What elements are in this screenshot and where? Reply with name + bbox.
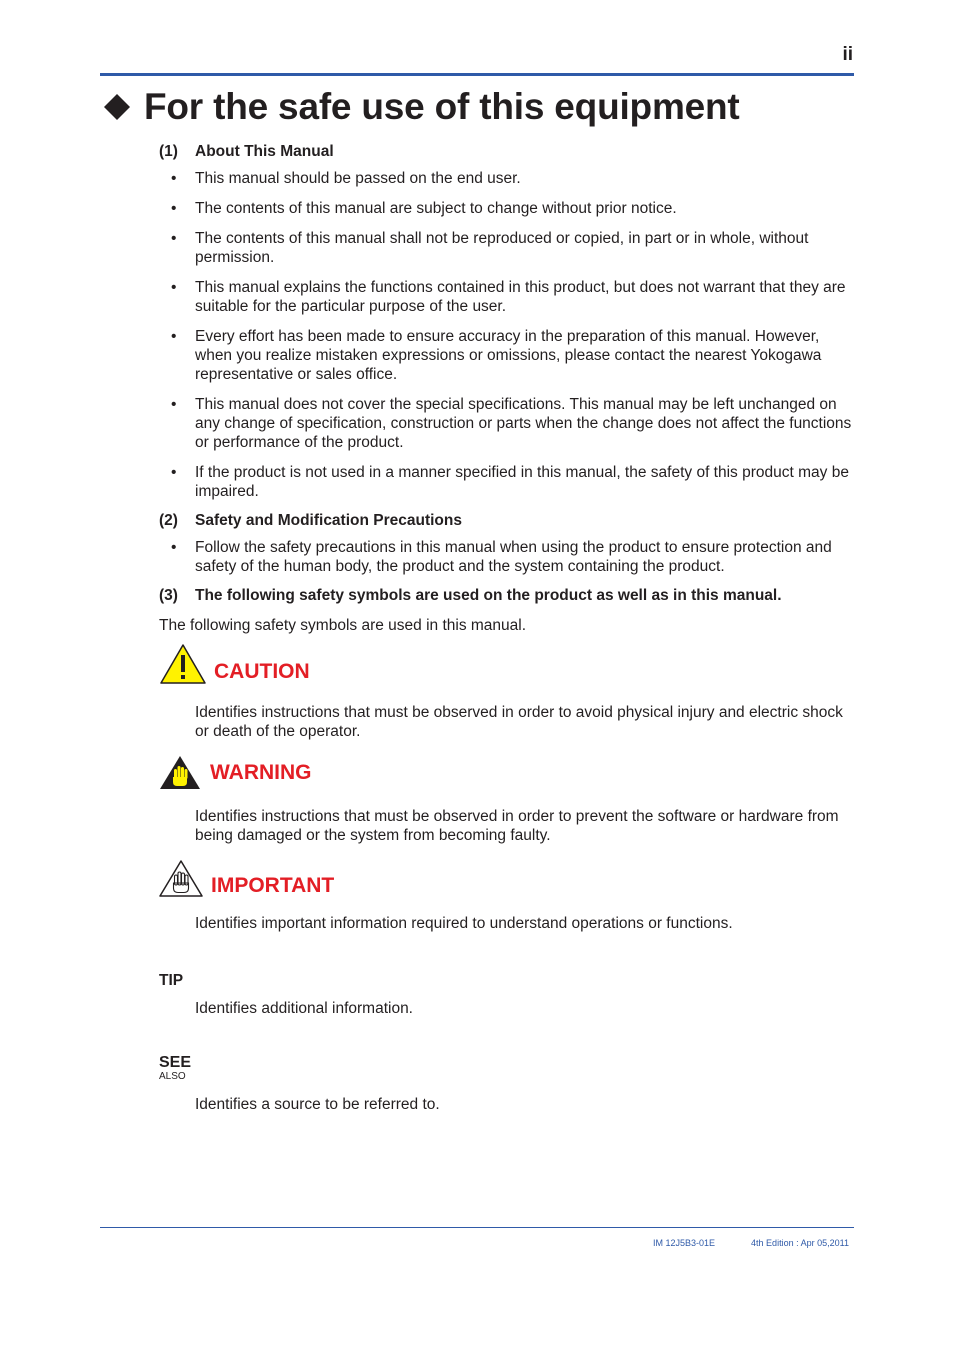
caution-label: CAUTION bbox=[214, 660, 310, 683]
header-rule bbox=[100, 73, 854, 76]
diamond-bullet-icon bbox=[104, 94, 130, 120]
page-title bbox=[104, 86, 740, 128]
section-heading-2 bbox=[159, 511, 859, 530]
section-title: Safety and Modification Precautions bbox=[195, 512, 462, 529]
list-item: • Every effort has been made to ensure accuracy in the preparation of this manual. However, when you realize mistaken expressions or omissions, please contact the nearest Yokogawa representative or sales office. bbox=[159, 327, 859, 384]
list-item: • This manual explains the functions contained in this product, but does not warrant that they are suitable for the particular purpose of the user. bbox=[159, 278, 859, 316]
about-manual-list bbox=[159, 169, 859, 501]
safety-precautions-list bbox=[159, 538, 859, 576]
list-item: • This manual does not cover the special specifications. This manual may be left unchanged on any change of specification, construction or parts when the change does not affect the functions or performance of the product. bbox=[159, 395, 859, 452]
see-also-label bbox=[159, 1055, 191, 1082]
section-number: (2) bbox=[159, 512, 178, 529]
main-content bbox=[159, 142, 859, 635]
important-symbol bbox=[159, 860, 334, 898]
see-also-main: SEE bbox=[159, 1054, 192, 1071]
important-hand-icon bbox=[159, 860, 203, 898]
warning-hand-icon bbox=[159, 755, 201, 791]
tip-description: Identifies additional information. bbox=[195, 1000, 413, 1017]
footer-rule bbox=[100, 1227, 854, 1228]
footer bbox=[653, 1238, 849, 1248]
caution-description: Identifies instructions that must be observed in order to avoid physical injury and electric shock or death of the operator. bbox=[195, 704, 843, 740]
list-item: • If the product is not used in a manner specified in this manual, the safety of this product may be impaired. bbox=[159, 463, 859, 501]
warning-symbol bbox=[159, 755, 312, 791]
edition-date: 4th Edition : Apr 05,2011 bbox=[751, 1238, 849, 1248]
important-label: IMPORTANT bbox=[211, 874, 335, 897]
warning-description: Identifies instructions that must be observed in order to prevent the software or hardware from being damaged or the system from becoming faulty. bbox=[195, 808, 839, 844]
page-title-text: For the safe use of this equipment bbox=[144, 86, 740, 127]
section-number: (3) bbox=[159, 587, 178, 604]
see-also-description: Identifies a source to be referred to. bbox=[195, 1096, 440, 1113]
list-item: • The contents of this manual shall not be reproduced or copied, in part or in whole, without permission. bbox=[159, 229, 859, 267]
doc-id: IM 12J5B3-01E bbox=[653, 1238, 716, 1248]
warning-label: WARNING bbox=[210, 761, 312, 784]
page-number: ii bbox=[842, 44, 853, 65]
list-item: • The contents of this manual are subject to change without prior notice. bbox=[159, 199, 859, 218]
section-heading-1 bbox=[159, 142, 859, 161]
see-also-sub: ALSO bbox=[159, 1071, 186, 1082]
section-title: About This Manual bbox=[195, 143, 334, 160]
list-item: • Follow the safety precautions in this manual when using the product to ensure protection and safety of the human body, the product and the system containing the product. bbox=[159, 538, 859, 576]
list-item: • This manual should be passed on the end user. bbox=[159, 169, 859, 188]
section-number: (1) bbox=[159, 143, 178, 160]
section-heading-3 bbox=[159, 586, 859, 605]
symbols-intro: The following safety symbols are used in this manual. bbox=[159, 617, 527, 634]
tip-label: TIP bbox=[159, 972, 184, 989]
caution-exclamation-icon bbox=[159, 643, 207, 685]
section-title: The following safety symbols are used on the product as well as in this manual. bbox=[195, 587, 782, 604]
caution-symbol bbox=[159, 643, 310, 685]
important-description: Identifies important information required to understand operations or functions. bbox=[195, 915, 733, 932]
